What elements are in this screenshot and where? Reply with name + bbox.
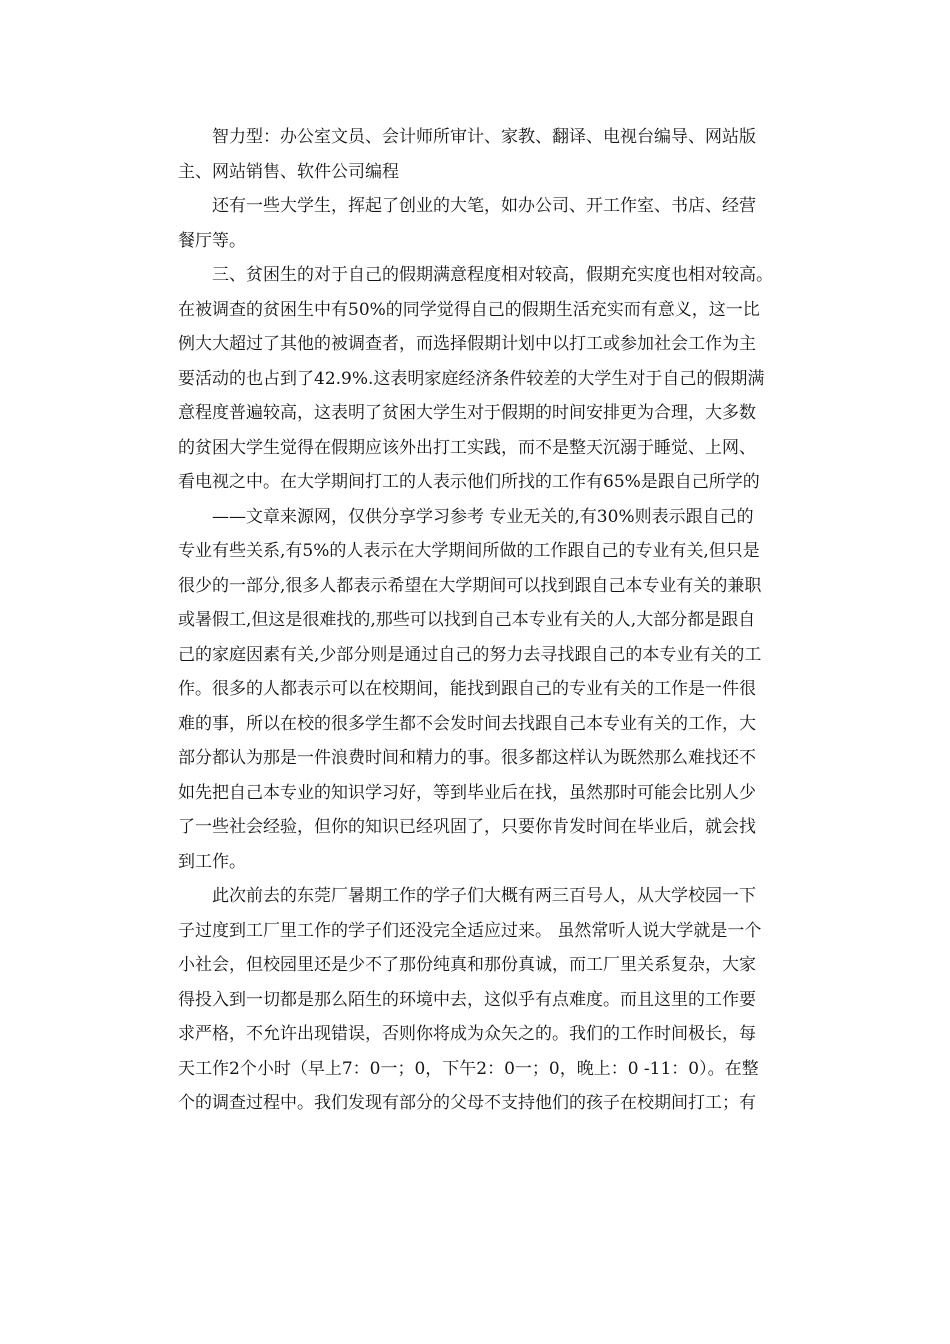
text-line: 智力型：办公室文员、会计师所审计、家教、翻译、电视台编导、网站版 [212,127,756,147]
text-line: 还有一些大学生，挥起了创业的大笔，如办公司、开工作室、书店、经营 [212,196,756,216]
text-line: 意程度普遍较高，这表明了贫困大学生对于假期的时间安排更为合理，大多数 [178,403,756,423]
text-line: 天工作2个小时（早上7：0一；0，下午2：0一；0，晚上：0 -11：0）。在整 [178,1058,759,1079]
text-line: 得投入到一切都是那么陌生的环境中去，这似乎有点难度。而且这里的工作要 [178,989,756,1010]
paragraph-major-related-work [144,500,806,880]
text-line: ——文章来源网，仅供分享学习参考 专业无关的,有30%则表示跟自己的 [212,506,754,527]
text-line: 的贫困大学生觉得在假期应该外出打工实践，而不是整天沉溺于睡觉、上网、 [178,437,756,458]
text-line: 如先把自己本专业的知识学习好，等到毕业后在找，虽然那时可能会比别人少 [178,782,756,803]
text-line: 主、网站销售、软件公司编程 [178,161,399,182]
text-line: 此次前去的东莞厂暑期工作的学子们大概有两三百号人，从大学校园一下 [212,886,756,906]
text-line: 在被调查的贫困生中有50%的同学觉得自己的假期生活充实而有意义，这一比 [178,299,760,320]
text-line: 看电视之中。在大学期间打工的人表示他们所找的工作有65%是跟自己所学的 [178,472,760,492]
paragraph-poor-students-satisfaction [144,258,806,500]
paragraph-intellectual-jobs [144,120,806,189]
text-line: 了一些社会经验，但你的知识已经巩固了，只要你肯发时间在毕业后，就会找 [178,817,756,837]
paragraph-entrepreneurship [144,189,806,258]
text-line: 作。很多的人都表示可以在校期间，能找到跟自己的专业有关的工作是一件很 [178,679,756,699]
text-line: 很少的一部分,很多人都表示希望在大学期间可以找到跟自己本专业有关的兼职 [178,575,762,596]
text-line: 例大大超过了其他的被调查者，而选择假期计划中以打工或参加社会工作为主 [178,334,756,354]
text-line: 求严格，不允许出现错误，否则你将成为众矢之的。我们的工作时间极长，每 [178,1024,756,1044]
text-line: 己的家庭因素有关,少部分则是通过自己的努力去寻找跟自己的本专业有关的工 [178,644,762,665]
paragraph-dongguan-factory [144,879,806,1121]
text-line: 个的调查过程中。我们发现有部分的父母不支持他们的孩子在校期间打工；有 [178,1093,756,1113]
text-line: 三、贫困生的对于自己的假期满意程度相对较高，假期充实度也相对较高。 [212,265,773,285]
text-line: 或暑假工,但这是很难找的,那些可以找到自己本专业有关的人,大部分都是跟自 [178,610,756,630]
text-line: 子过度到工厂里工作的学子们还没完全适应过来。 虽然常听人说大学就是一个 [178,920,762,941]
text-line: 难的事，所以在校的很多学生都不会发时间去找跟自己本专业有关的工作，大 [178,713,756,734]
text-line: 部分都认为那是一件浪费时间和精力的事。很多都这样认为既然那么难找还不 [178,748,756,768]
text-line: 要活动的也占到了42.9%.这表明家庭经济条件较差的大学生对于自己的假期满 [178,368,765,389]
text-line: 到工作。 [178,851,246,872]
document-page [144,120,806,1121]
text-line: 专业有些关系,有5%的人表示在大学期间所做的工作跟自己的专业有关,但只是 [178,541,760,561]
text-line: 小社会，但校园里还是少不了那份纯真和那份真诚，而工厂里关系复杂，大家 [178,955,756,975]
text-line: 餐厅等。 [178,230,246,251]
